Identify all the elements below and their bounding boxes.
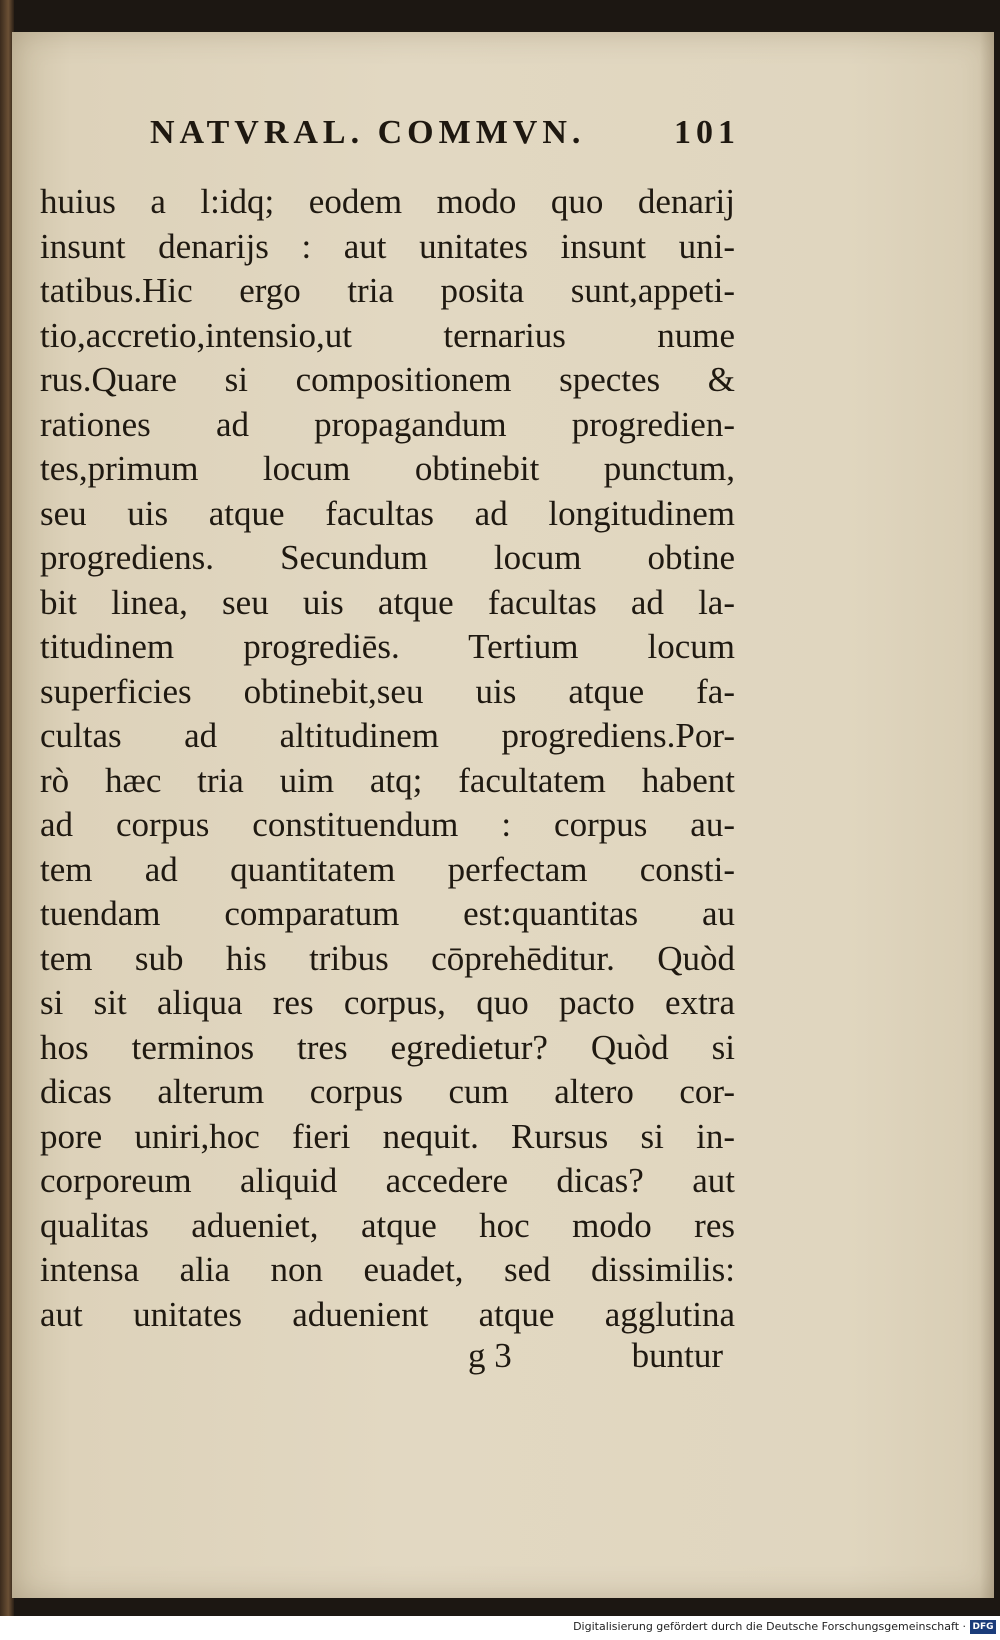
- text-line: dicas alterum corpus cum altero cor-: [40, 1072, 735, 1111]
- body-text: [40, 180, 735, 1337]
- text-line: huius a l:idq; eodem modo quo denarij: [40, 182, 735, 221]
- text-line: pore uniri,hoc fieri nequit. Rursus si in-: [40, 1116, 735, 1156]
- page-number: 101: [674, 114, 740, 151]
- text-line: cultas ad altitudinem progrediens.Por-: [40, 716, 735, 755]
- text-line: titudinem progrediēs. Tertium locum: [40, 627, 735, 666]
- text-line: intensa alia non euadet, sed dissimilis:: [40, 1250, 735, 1289]
- text-line: tem ad quantitatem perfectam consti-: [40, 849, 735, 889]
- text-line: tuendam comparatum est:quantitas au: [40, 894, 735, 933]
- signature-mark: g 3: [468, 1336, 512, 1375]
- signature-line: [468, 1336, 723, 1380]
- text-line: tio,accretio,intensio,ut ternarius nume: [40, 315, 735, 355]
- catchword: buntur: [631, 1336, 723, 1375]
- text-line: superficies obtinebit,seu uis atque fa-: [40, 671, 735, 711]
- text-line: seu uis atque facultas ad longitudinem: [40, 493, 735, 533]
- text-line: insunt denarijs : aut unitates insunt uni-: [40, 226, 735, 266]
- text-line: progrediens. Secundum locum obtine: [40, 538, 735, 577]
- running-head-title: NATVRAL. COMMVN.: [150, 114, 586, 151]
- text-line: bit linea, seu uis atque facultas ad la-: [40, 582, 735, 622]
- funding-credit: Digitalisierung gefördert durch die Deutsche Forschungsgemeinschaft ·: [573, 1620, 966, 1633]
- text-line: aut unitates aduenient atque agglutina: [40, 1294, 735, 1334]
- text-line: corporeum aliquid accedere dicas? aut: [40, 1161, 735, 1200]
- running-head: [150, 100, 740, 160]
- text-line: rationes ad propagandum progredien-: [40, 404, 735, 444]
- page-edge-shadow: [980, 32, 994, 1598]
- text-line: hos terminos tres egredietur? Quòd si: [40, 1027, 735, 1067]
- dfg-logo-icon: DFG: [970, 1620, 996, 1634]
- text-line: rus.Quare si compositionem spectes &: [40, 360, 735, 399]
- text-line: si sit aliqua res corpus, quo pacto extra: [40, 983, 735, 1022]
- text-line: tatibus.Hic ergo tria posita sunt,appeti-: [40, 271, 735, 310]
- text-line: tes,primum locum obtinebit punctum,: [40, 449, 735, 488]
- text-line: rò hæc tria uim atq; facultatem habent: [40, 760, 735, 800]
- text-line: ad corpus constituendum : corpus au-: [40, 805, 735, 844]
- text-line: qualitas adueniet, atque hoc modo res: [40, 1205, 735, 1245]
- text-line: tem sub his tribus cōprehēditur. Quòd: [40, 938, 735, 978]
- digitization-footer: [0, 1616, 1000, 1640]
